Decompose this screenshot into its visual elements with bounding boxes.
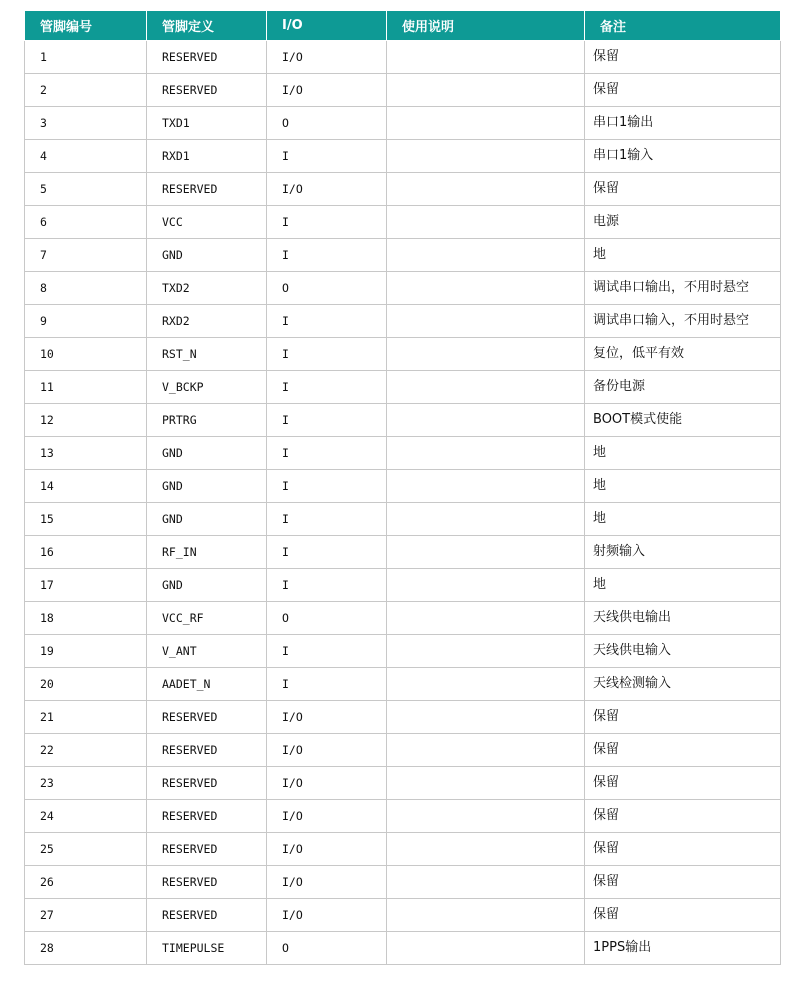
pin-definition-cell: RESERVED — [147, 74, 267, 107]
pin-definition-cell: V_ANT — [147, 635, 267, 668]
table-row — [25, 206, 781, 239]
pin-definition-cell: RXD2 — [147, 305, 267, 338]
io-cell: I — [267, 305, 387, 338]
usage-cell — [387, 305, 585, 338]
pin-number-cell: 13 — [25, 437, 147, 470]
pin-definition-cell: GND — [147, 470, 267, 503]
pin-definition-cell: RESERVED — [147, 701, 267, 734]
pin-number-cell: 4 — [25, 140, 147, 173]
pin-definition-cell: RESERVED — [147, 734, 267, 767]
pin-definition-cell: RESERVED — [147, 899, 267, 932]
io-cell: I/O — [267, 800, 387, 833]
table-row — [25, 404, 781, 437]
pin-number-cell: 22 — [25, 734, 147, 767]
usage-cell — [387, 107, 585, 140]
table-row — [25, 602, 781, 635]
usage-cell — [387, 734, 585, 767]
pin-number-cell: 10 — [25, 338, 147, 371]
remark-cell: 备份电源 — [585, 371, 781, 404]
pin-definition-cell: TXD2 — [147, 272, 267, 305]
pin-definition-cell: RESERVED — [147, 833, 267, 866]
pin-number-cell: 9 — [25, 305, 147, 338]
usage-cell — [387, 668, 585, 701]
usage-cell — [387, 338, 585, 371]
header-io: I/O — [267, 11, 387, 41]
pin-number-cell: 3 — [25, 107, 147, 140]
pin-number-cell: 25 — [25, 833, 147, 866]
io-cell: I — [267, 536, 387, 569]
pin-number-cell: 19 — [25, 635, 147, 668]
pin-number-cell: 23 — [25, 767, 147, 800]
pin-definition-cell: VCC_RF — [147, 602, 267, 635]
pin-definition-table — [24, 10, 781, 965]
table-row — [25, 767, 781, 800]
pin-number-cell: 12 — [25, 404, 147, 437]
table-row — [25, 173, 781, 206]
io-cell: I — [267, 239, 387, 272]
pin-number-cell: 18 — [25, 602, 147, 635]
usage-cell — [387, 866, 585, 899]
table-row — [25, 140, 781, 173]
remark-cell: 调试串口输出，不用时悬空 — [585, 272, 781, 305]
pin-number-cell: 24 — [25, 800, 147, 833]
io-cell: I/O — [267, 866, 387, 899]
io-cell: I — [267, 404, 387, 437]
table-row — [25, 866, 781, 899]
usage-cell — [387, 569, 585, 602]
pin-definition-cell: RESERVED — [147, 41, 267, 74]
remark-cell: 保留 — [585, 701, 781, 734]
table-row — [25, 107, 781, 140]
pin-definition-cell: GND — [147, 569, 267, 602]
usage-cell — [387, 602, 585, 635]
io-cell: I/O — [267, 74, 387, 107]
pin-number-cell: 1 — [25, 41, 147, 74]
usage-cell — [387, 74, 585, 107]
remark-cell: 串口1输出 — [585, 107, 781, 140]
remark-cell: 地 — [585, 470, 781, 503]
io-cell: I/O — [267, 767, 387, 800]
header-remark: 备注 — [585, 11, 781, 41]
pin-number-cell: 17 — [25, 569, 147, 602]
pin-number-cell: 14 — [25, 470, 147, 503]
pin-definition-cell: RESERVED — [147, 767, 267, 800]
pin-number-cell: 6 — [25, 206, 147, 239]
table-header-row — [25, 11, 781, 41]
io-cell: O — [267, 602, 387, 635]
io-cell: I/O — [267, 899, 387, 932]
io-cell: I — [267, 569, 387, 602]
remark-cell: 射频输入 — [585, 536, 781, 569]
header-pin-definition: 管脚定义 — [147, 11, 267, 41]
io-cell: I — [267, 470, 387, 503]
remark-cell: 保留 — [585, 41, 781, 74]
usage-cell — [387, 41, 585, 74]
io-cell: I — [267, 437, 387, 470]
io-cell: O — [267, 932, 387, 965]
table-row — [25, 503, 781, 536]
usage-cell — [387, 206, 585, 239]
pin-definition-cell: GND — [147, 503, 267, 536]
remark-cell: 地 — [585, 503, 781, 536]
remark-cell: 调试串口输入，不用时悬空 — [585, 305, 781, 338]
pin-number-cell: 2 — [25, 74, 147, 107]
usage-cell — [387, 173, 585, 206]
table-row — [25, 470, 781, 503]
usage-cell — [387, 932, 585, 965]
table-row — [25, 800, 781, 833]
pin-number-cell: 8 — [25, 272, 147, 305]
pin-definition-cell: RST_N — [147, 338, 267, 371]
table-row — [25, 932, 781, 965]
remark-cell: 地 — [585, 437, 781, 470]
remark-cell: 保留 — [585, 899, 781, 932]
io-cell: I — [267, 140, 387, 173]
pin-definition-cell: AADET_N — [147, 668, 267, 701]
usage-cell — [387, 767, 585, 800]
remark-cell: 地 — [585, 569, 781, 602]
remark-cell: BOOT模式使能 — [585, 404, 781, 437]
remark-cell: 电源 — [585, 206, 781, 239]
remark-cell: 保留 — [585, 833, 781, 866]
usage-cell — [387, 437, 585, 470]
table-row — [25, 635, 781, 668]
table-row — [25, 734, 781, 767]
table-row — [25, 338, 781, 371]
pin-definition-cell: RXD1 — [147, 140, 267, 173]
pin-number-cell: 7 — [25, 239, 147, 272]
usage-cell — [387, 470, 585, 503]
usage-cell — [387, 371, 585, 404]
io-cell: I — [267, 338, 387, 371]
usage-cell — [387, 404, 585, 437]
pin-number-cell: 16 — [25, 536, 147, 569]
remark-cell: 保留 — [585, 866, 781, 899]
table-row — [25, 536, 781, 569]
io-cell: O — [267, 272, 387, 305]
remark-cell: 保留 — [585, 173, 781, 206]
io-cell: I — [267, 668, 387, 701]
usage-cell — [387, 503, 585, 536]
pin-definition-cell: V_BCKP — [147, 371, 267, 404]
usage-cell — [387, 833, 585, 866]
pin-definition-cell: GND — [147, 437, 267, 470]
usage-cell — [387, 635, 585, 668]
pin-definition-cell: RESERVED — [147, 173, 267, 206]
remark-cell: 天线供电输出 — [585, 602, 781, 635]
table-row — [25, 272, 781, 305]
usage-cell — [387, 140, 585, 173]
pin-number-cell: 11 — [25, 371, 147, 404]
remark-cell: 1PPS输出 — [585, 932, 781, 965]
header-usage: 使用说明 — [387, 11, 585, 41]
pin-definition-cell: RF_IN — [147, 536, 267, 569]
io-cell: I/O — [267, 701, 387, 734]
pin-definition-cell: RESERVED — [147, 800, 267, 833]
usage-cell — [387, 899, 585, 932]
usage-cell — [387, 800, 585, 833]
pin-number-cell: 27 — [25, 899, 147, 932]
io-cell: O — [267, 107, 387, 140]
io-cell: I — [267, 635, 387, 668]
usage-cell — [387, 239, 585, 272]
pin-definition-cell: VCC — [147, 206, 267, 239]
io-cell: I/O — [267, 833, 387, 866]
table-body — [25, 41, 781, 965]
table-row — [25, 899, 781, 932]
table-row — [25, 569, 781, 602]
table-row — [25, 371, 781, 404]
pin-definition-cell: PRTRG — [147, 404, 267, 437]
pin-number-cell: 20 — [25, 668, 147, 701]
remark-cell: 串口1输入 — [585, 140, 781, 173]
pin-definition-cell: RESERVED — [147, 866, 267, 899]
pin-definition-cell: GND — [147, 239, 267, 272]
remark-cell: 天线供电输入 — [585, 635, 781, 668]
pin-definition-cell: TIMEPULSE — [147, 932, 267, 965]
io-cell: I/O — [267, 734, 387, 767]
table-row — [25, 41, 781, 74]
io-cell: I — [267, 503, 387, 536]
pin-number-cell: 5 — [25, 173, 147, 206]
remark-cell: 保留 — [585, 74, 781, 107]
remark-cell: 保留 — [585, 800, 781, 833]
io-cell: I — [267, 371, 387, 404]
remark-cell: 天线检测输入 — [585, 668, 781, 701]
io-cell: I/O — [267, 41, 387, 74]
remark-cell: 保留 — [585, 767, 781, 800]
pin-number-cell: 21 — [25, 701, 147, 734]
table-row — [25, 668, 781, 701]
remark-cell: 保留 — [585, 734, 781, 767]
remark-cell: 复位，低平有效 — [585, 338, 781, 371]
pin-number-cell: 15 — [25, 503, 147, 536]
table-row — [25, 701, 781, 734]
table-row — [25, 833, 781, 866]
table-row — [25, 239, 781, 272]
table-row — [25, 74, 781, 107]
table-row — [25, 305, 781, 338]
pin-number-cell: 26 — [25, 866, 147, 899]
header-pin-number: 管脚编号 — [25, 11, 147, 41]
io-cell: I — [267, 206, 387, 239]
usage-cell — [387, 701, 585, 734]
remark-cell: 地 — [585, 239, 781, 272]
pin-definition-cell: TXD1 — [147, 107, 267, 140]
table-row — [25, 437, 781, 470]
usage-cell — [387, 536, 585, 569]
usage-cell — [387, 272, 585, 305]
io-cell: I/O — [267, 173, 387, 206]
pin-number-cell: 28 — [25, 932, 147, 965]
